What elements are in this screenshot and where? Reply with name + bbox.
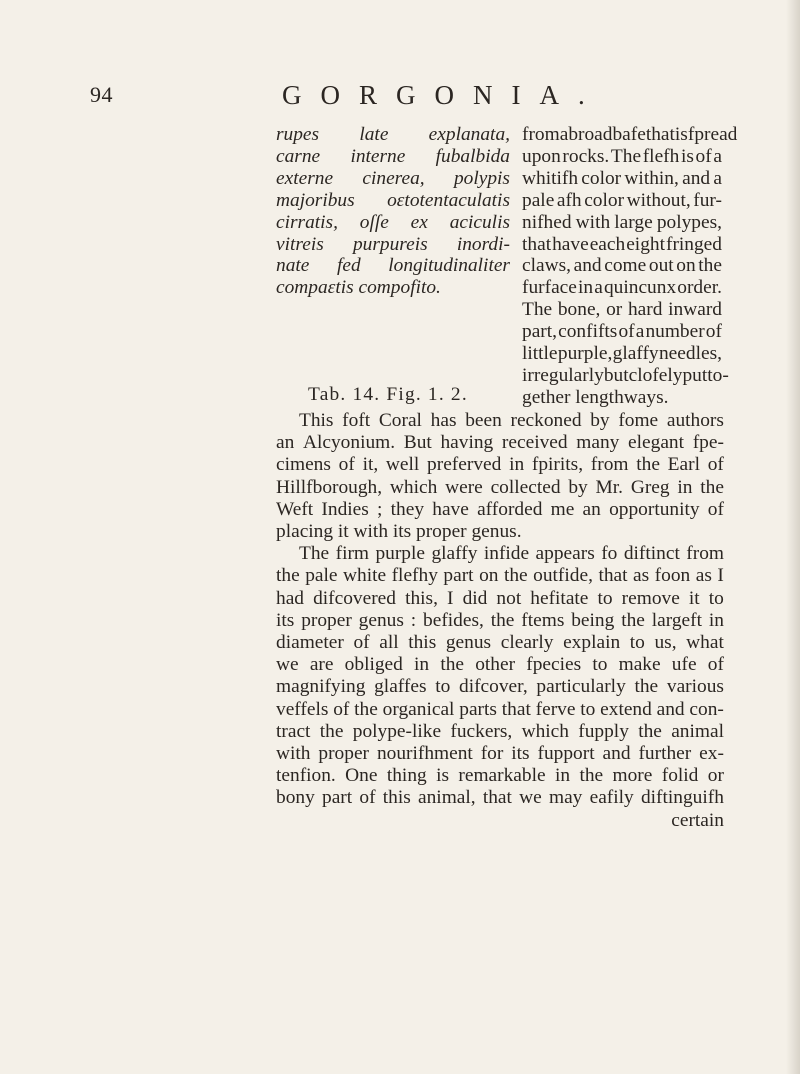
latin-line: vitreis purpureis inordi-	[276, 233, 510, 255]
body-line: its proper genus : befides, the ftems being the largeft in	[276, 609, 724, 631]
latin-line: majoribus oɛtotentaculatis	[276, 189, 510, 211]
body-line: The firm purple glaffy infide appears fo diftinct from	[299, 543, 724, 565]
english-line: part, confifts of a number of	[522, 321, 722, 343]
english-line: The bone, or hard inward	[522, 299, 722, 321]
body-line: Weft Indies ; they have afforded me an opportunity of	[276, 498, 724, 520]
body-line: diameter of all this genus clearly explain to us, what	[276, 632, 724, 654]
latin-description	[276, 124, 510, 299]
plate-reference: Tab. 14. Fig. 1. 2.	[308, 384, 468, 405]
body-text	[276, 410, 724, 832]
latin-line: nate fed longitudinaliter	[276, 255, 510, 277]
english-line: irregularly but clofely put to-	[522, 364, 729, 386]
body-line: we are obliged in the other fpecies to make ufe of	[276, 654, 724, 676]
english-line: pale afh color without, fur-	[522, 189, 722, 211]
english-line: whitifh color within, and a	[522, 167, 722, 189]
page-edge-shadow	[786, 0, 800, 1074]
english-description	[522, 124, 738, 409]
body-line: placing it with its proper genus.	[276, 521, 522, 543]
latin-line: rupes late explanata,	[276, 124, 510, 145]
latin-line: cirratis, oſſe ex aciculis	[276, 211, 510, 233]
latin-line: compaɛtis compofito.	[276, 277, 441, 299]
body-line: with proper nourifhment for its fupport and further ex-	[276, 743, 724, 765]
body-line: magnifying glaffes to difcover, particularly the various	[276, 676, 724, 698]
english-line: gether lengthways.	[522, 386, 669, 408]
english-line: that have each eight fringed	[522, 233, 722, 255]
latin-line: carne interne fubalbida	[276, 145, 510, 167]
body-line: bony part of this animal, that we may eafily diftinguifh	[276, 787, 724, 809]
english-line: upon rocks. The flefh is of a	[522, 145, 722, 167]
running-head: GORGONIA.	[282, 80, 604, 110]
body-line: an Alcyonium. But having received many elegant fpe-	[276, 432, 724, 454]
english-line: nifhed with large polypes,	[522, 211, 722, 233]
body-line: This foft Coral has been reckoned by fome authors	[299, 410, 724, 431]
body-line: Hillfborough, which were collected by Mr. Greg in the	[276, 476, 724, 498]
body-line: tract the polype-like fuckers, which fupply the animal	[276, 720, 724, 742]
body-line: veffels of the organical parts that ferve to extend and con-	[276, 698, 724, 720]
english-line: from a broad bafe that is fpread	[522, 124, 738, 145]
body-line: cimens of it, well preferved in fpirits, from the Earl of	[276, 454, 724, 476]
body-line: tenfion. One thing is remarkable in the more folid or	[276, 765, 724, 787]
latin-line: externe cinerea, polypis	[276, 167, 510, 189]
catchword: certain	[671, 809, 724, 831]
body-line: had difcovered this, I did not hefitate to remove it to	[276, 587, 724, 609]
english-line: little purple, glaffy needles,	[522, 343, 722, 365]
english-line: claws, and come out on the	[522, 255, 722, 277]
english-line: furface in a quincunx order.	[522, 277, 722, 299]
page-number: 94	[90, 82, 113, 107]
body-line: the pale white flefhy part on the outfide, that as foon as I	[276, 565, 724, 587]
